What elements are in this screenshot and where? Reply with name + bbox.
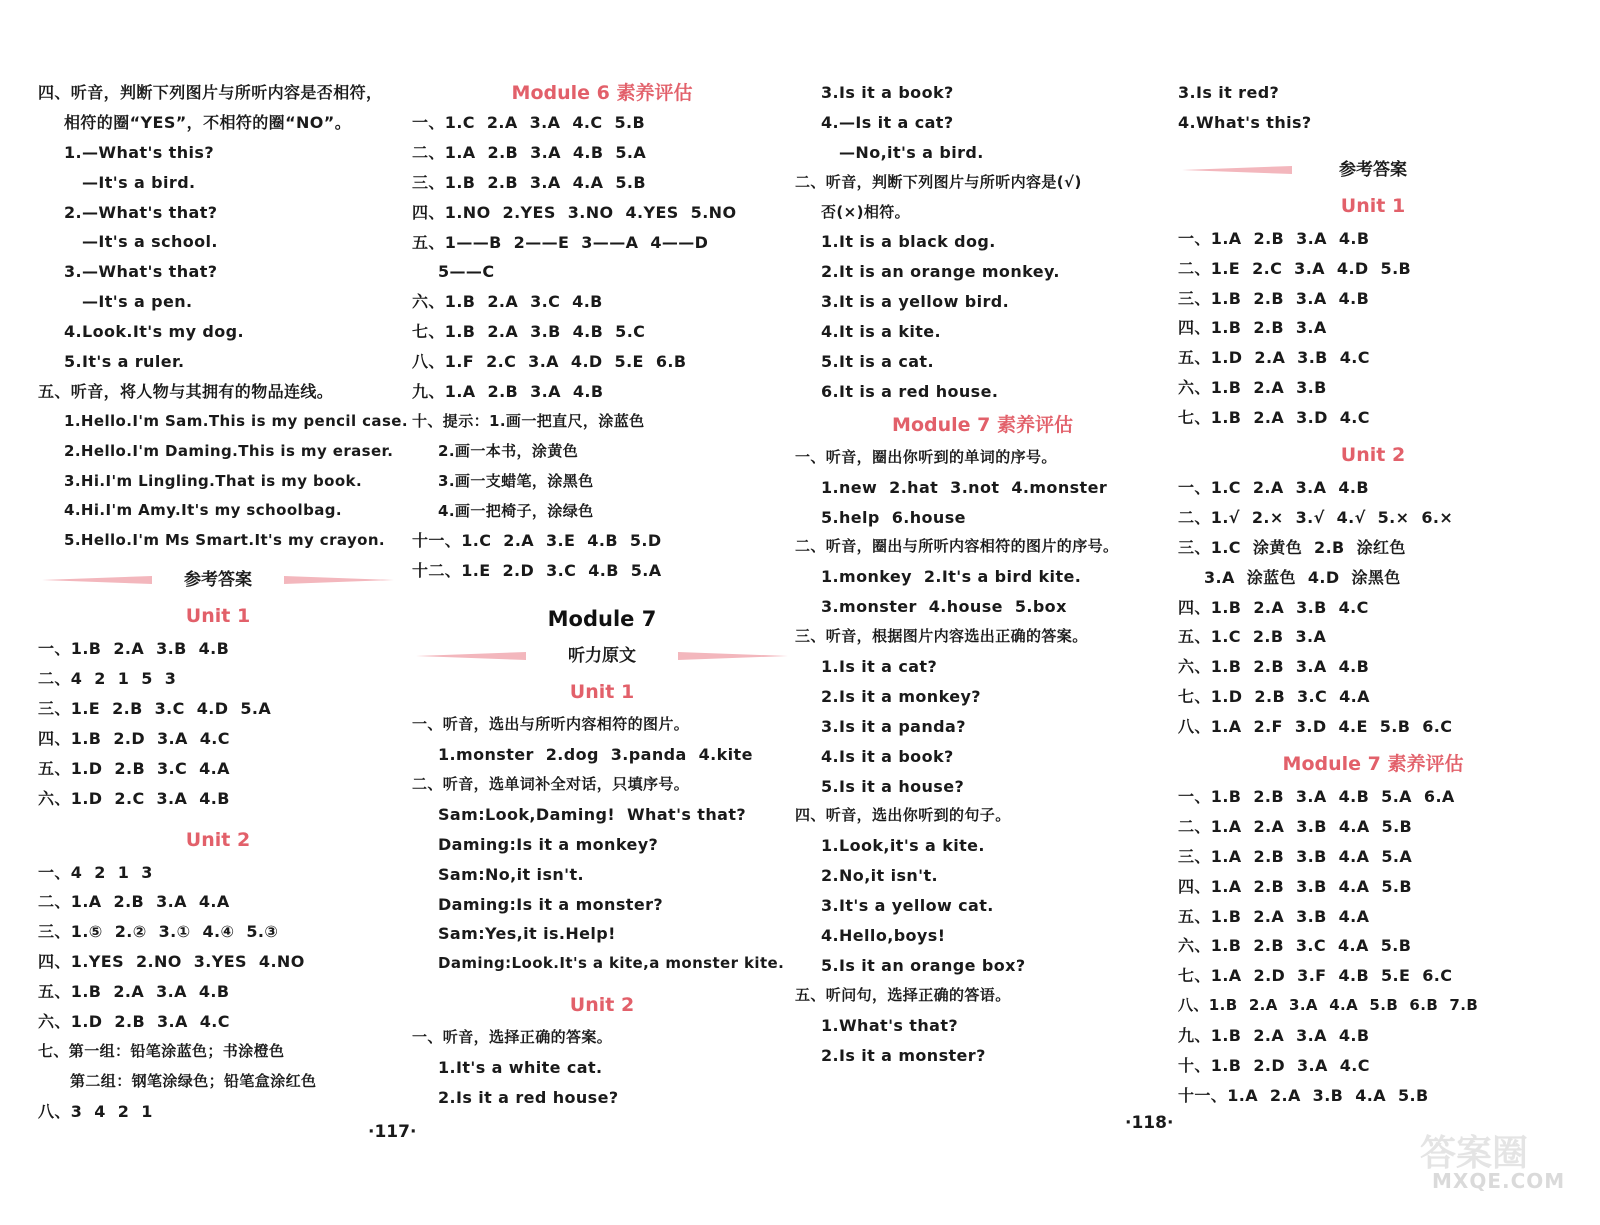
banner-decoration	[678, 650, 788, 662]
text-line: 4.Look.It's my dog.	[64, 322, 244, 342]
answer-line: 五、1.B 2.A 3.A 4.B	[38, 982, 230, 1002]
watermark-url: MXQE.COM	[1432, 1169, 1566, 1193]
answer-line: 七、1.B 2.A 3.B 4.B 5.C	[412, 322, 646, 342]
answer-line: 五、1.B 2.A 3.B 4.A	[1178, 906, 1370, 926]
section-subtitle: 相符的圈“YES”，不相符的圈“NO”。	[64, 112, 352, 132]
module-heading: Module 7 素养评估	[1282, 753, 1464, 776]
text-line: 1.Look,it's a kite.	[821, 836, 985, 856]
answer-line: 八、1.B 2.A 3.A 4.A 5.B 6.B 7.B	[1178, 996, 1479, 1015]
text-line: 3.Is it a book?	[821, 83, 954, 102]
text-line: 2.Is it a red house?	[438, 1088, 619, 1108]
text-line: 2.Hello.I'm Daming.This is my eraser.	[64, 441, 394, 460]
banner-decoration	[42, 574, 152, 586]
answers-heading: 参考答案	[184, 570, 252, 591]
answer-line: 三、1.B 2.B 3.A 4.A 5.B	[412, 172, 646, 192]
answer-line: 一、1.C 2.A 3.A 4.B	[1178, 478, 1369, 498]
text-line: 3.Is it a panda?	[821, 716, 966, 736]
text-line: 4.It is a kite.	[821, 322, 942, 342]
text-line: —No,it's a bird.	[839, 142, 984, 162]
text-line: —It's a pen.	[82, 292, 193, 312]
answer-line: 三、1.⑤ 2.② 3.① 4.④ 5.③	[38, 922, 279, 942]
answer-line: 二、1.E 2.C 3.A 4.D 5.B	[1178, 258, 1412, 278]
answer-line: 七、1.B 2.A 3.D 4.C	[1178, 408, 1370, 428]
section-title: 四、听音，判断下列图片与所听内容是否相符，	[38, 83, 383, 102]
watermark	[1420, 1125, 1570, 1195]
text-line: Daming:Is it a monster?	[438, 894, 664, 914]
answer-line: 5——C	[438, 262, 495, 282]
answer-line: 四、1.B 2.B 3.A	[1178, 318, 1327, 338]
answer-line: 六、1.B 2.A 3.B	[1178, 378, 1327, 398]
section-title: 五、听音，将人物与其拥有的物品连线。	[38, 381, 334, 401]
answer-line: 五、1——B 2——E 3——A 4——D	[412, 232, 709, 252]
answer-line: 四、1.NO 2.YES 3.NO 4.YES 5.NO	[412, 202, 737, 222]
text-line: 1.What's that?	[821, 1015, 959, 1035]
answer-line: 二、1.√ 2.× 3.√ 4.√ 5.× 6.×	[1178, 507, 1454, 527]
module-heading: Module 6 素养评估	[511, 82, 693, 104]
answer-line: 三、1.E 2.B 3.C 4.D 5.A	[38, 699, 272, 719]
answer-line: 六、1.B 2.A 3.C 4.B	[412, 292, 603, 312]
text-line: 1.—What's this?	[64, 142, 215, 162]
text-line: 5.Hello.I'm Ms Smart.It's my crayon.	[64, 531, 386, 550]
text-line: 5.Is it a house?	[821, 776, 965, 796]
answer-line: 二、4 2 1 5 3	[38, 669, 177, 689]
text-line: 1.new 2.hat 3.not 4.monster	[821, 477, 1108, 497]
text-line: 4.—Is it a cat?	[821, 112, 954, 132]
answer-line: 十、1.B 2.D 3.A 4.C	[1178, 1056, 1370, 1076]
section-title: 二、听音，判断下列图片与所听内容是(√)	[795, 172, 1082, 191]
answers-banner	[38, 562, 398, 598]
answer-line: 3.画一支蜡笔，涂黑色	[438, 471, 594, 490]
text-line: 4.Hello,boys!	[821, 926, 946, 946]
text-line: 二、听音，选单词补全对话，只填序号。	[412, 775, 690, 794]
answer-line: 4.画一把椅子，涂绿色	[438, 501, 594, 520]
listening-heading: 听力原文	[568, 646, 636, 667]
text-line: 否(×)相符。	[821, 202, 911, 221]
answer-line: 六、1.D 2.C 3.A 4.B	[38, 788, 230, 808]
unit-heading: Unit 1	[569, 681, 635, 704]
answer-line: 一、1.A 2.B 3.A 4.B	[1178, 228, 1370, 248]
answer-line: 一、4 2 1 3	[38, 862, 153, 882]
text-line: 4.Is it a book?	[821, 746, 954, 766]
watermark-logo: 答案圈	[1420, 1133, 1529, 1174]
text-line: 3.Is it red?	[1178, 83, 1280, 102]
unit-heading: Unit 2	[1340, 444, 1406, 467]
text-line: —It's a bird.	[82, 172, 196, 192]
text-line: Sam:No,it isn't.	[438, 864, 584, 884]
answer-line: 2.画一本书，涂黄色	[438, 441, 579, 460]
answer-line: 一、1.C 2.A 3.A 4.C 5.B	[412, 113, 646, 132]
answer-line: 八、1.F 2.C 3.A 4.D 5.E 6.B	[412, 352, 687, 372]
text-line: 3.It's a yellow cat.	[821, 896, 994, 916]
answer-line: 四、1.YES 2.NO 3.YES 4.NO	[38, 952, 305, 972]
column-3	[795, 78, 1170, 1071]
text-line: 3.It is a yellow bird.	[821, 292, 1010, 312]
text-line: 5.It's a ruler.	[64, 352, 185, 372]
answer-line: 一、1.B 2.B 3.A 4.B 5.A 6.A	[1178, 787, 1455, 807]
answer-line: 二、1.A 2.B 3.A 4.B 5.A	[412, 142, 647, 162]
answer-line: 五、1.D 2.A 3.B 4.C	[1178, 348, 1370, 368]
banner-decoration	[284, 574, 394, 586]
text-line: 3.Hi.I'm Lingling.That is my book.	[64, 471, 363, 490]
text-line: Sam:Yes,it is.Help!	[438, 924, 616, 944]
unit-heading: Unit 2	[569, 994, 635, 1017]
text-line: 5.help 6.house	[821, 507, 966, 527]
text-line: 2.No,it isn't.	[821, 866, 938, 886]
answer-line: 二、1.A 2.A 3.B 4.A 5.B	[1178, 816, 1413, 836]
answer-line: 一、1.B 2.A 3.B 4.B	[38, 639, 230, 659]
text-line: 一、听音，选出与所听内容相符的图片。	[412, 715, 690, 734]
answer-line: 九、1.A 2.B 3.A 4.B	[412, 382, 604, 402]
text-line: 1.Hello.I'm Sam.This is my pencil case.	[64, 411, 408, 430]
banner-decoration	[416, 650, 526, 662]
unit-heading: Unit 2	[185, 828, 251, 851]
page-number-left: ·117·	[368, 1122, 417, 1142]
text-line: 1.monster 2.dog 3.panda 4.kite	[438, 745, 753, 765]
text-line: 5.It is a cat.	[821, 352, 934, 372]
answer-line: 九、1.B 2.A 3.A 4.B	[1178, 1026, 1370, 1046]
answers-heading: 参考答案	[1339, 159, 1407, 180]
answer-line: 五、1.C 2.B 3.A	[1178, 627, 1327, 647]
section-title: 四、听音，选出你听到的句子。	[795, 806, 1011, 825]
answer-line: 五、1.D 2.B 3.C 4.A	[38, 758, 230, 778]
answer-line: 十、提示：1.画一把直尺，涂蓝色	[412, 411, 645, 430]
section-title: 五、听问句，选择正确的答语。	[795, 985, 1011, 1004]
answer-line: 七、1.A 2.D 3.F 4.B 5.E 6.C	[1178, 966, 1453, 986]
text-line: 1.It is a black dog.	[821, 232, 996, 252]
answer-line: 二、1.A 2.B 3.A 4.A	[38, 892, 230, 912]
text-line: Daming:Is it a monkey?	[438, 834, 659, 854]
answers-banner	[1178, 152, 1568, 188]
unit-heading: Unit 1	[1340, 194, 1406, 217]
text-line: 3.—What's that?	[64, 262, 218, 282]
answer-line: 三、1.C 涂黄色 2.B 涂红色	[1178, 537, 1406, 557]
section-title: 一、听音，圈出你听到的单词的序号。	[795, 447, 1057, 466]
answer-line: 四、1.A 2.B 3.B 4.A 5.B	[1178, 876, 1412, 896]
answer-line: 八、1.A 2.F 3.D 4.E 5.B 6.C	[1178, 717, 1453, 737]
module-heading: Module 7 素养评估	[892, 413, 1073, 436]
section-title: 二、听音，圈出与所听内容相符的图片的序号。	[795, 537, 1119, 556]
text-line: 1.Is it a cat?	[821, 657, 938, 677]
text-line: 2.Is it a monkey?	[821, 686, 981, 706]
page-number-right: ·118·	[1125, 1113, 1174, 1133]
text-line: 1.It's a white cat.	[438, 1058, 603, 1078]
answer-line: 3.A 涂蓝色 4.D 涂黑色	[1204, 567, 1401, 587]
listening-banner	[412, 638, 792, 674]
text-line: Daming:Look.It's a kite,a monster kite.	[438, 954, 785, 973]
answer-line: 四、1.B 2.D 3.A 4.C	[38, 728, 230, 748]
text-line: 2.It is an orange monkey.	[821, 262, 1060, 282]
column-4	[1178, 78, 1568, 1111]
text-line: 1.monkey 2.It's a bird kite.	[821, 567, 1082, 587]
module-title: Module 7	[547, 607, 657, 632]
text-line: Sam:Look,Daming! What's that?	[438, 804, 747, 824]
section-title: 三、听音，根据图片内容选出正确的答案。	[795, 627, 1088, 646]
text-line: 一、听音，选择正确的答案。	[412, 1028, 613, 1047]
answer-line: 七、1.D 2.B 3.C 4.A	[1178, 687, 1370, 707]
column-1	[38, 78, 408, 1127]
text-line: 4.Hi.I'm Amy.It's my schoolbag.	[64, 501, 342, 520]
banner-decoration	[1182, 164, 1292, 176]
answer-line: 四、1.B 2.A 3.B 4.C	[1178, 597, 1369, 617]
column-2	[412, 78, 792, 1113]
answer-line: 十一、1.C 2.A 3.E 4.B 5.D	[412, 531, 662, 551]
answer-line: 十一、1.A 2.A 3.B 4.A 5.B	[1178, 1085, 1429, 1105]
answer-line: 七、第一组：铅笔涂蓝色；书涂橙色	[38, 1041, 285, 1060]
answer-line: 第二组：钢笔涂绿色；铅笔盒涂红色	[70, 1071, 317, 1090]
answer-line: 八、3 4 2 1	[38, 1101, 153, 1121]
unit-heading: Unit 1	[185, 605, 251, 628]
text-line: 3.monster 4.house 5.box	[821, 597, 1067, 617]
text-line: 5.Is it an orange box?	[821, 955, 1026, 975]
text-line: 2.Is it a monster?	[821, 1045, 986, 1065]
text-line: 4.What's this?	[1178, 112, 1312, 132]
answer-line: 三、1.B 2.B 3.A 4.B	[1178, 288, 1370, 308]
answer-line: 三、1.A 2.B 3.B 4.A 5.A	[1178, 846, 1413, 866]
text-line: —It's a school.	[82, 232, 218, 252]
text-line: 2.—What's that?	[64, 202, 218, 222]
answer-line: 六、1.D 2.B 3.A 4.C	[38, 1012, 230, 1032]
answer-line: 六、1.B 2.B 3.C 4.A 5.B	[1178, 936, 1412, 956]
answer-line: 十二、1.E 2.D 3.C 4.B 5.A	[412, 561, 662, 581]
text-line: 6.It is a red house.	[821, 381, 999, 401]
answer-line: 六、1.B 2.B 3.A 4.B	[1178, 657, 1370, 677]
